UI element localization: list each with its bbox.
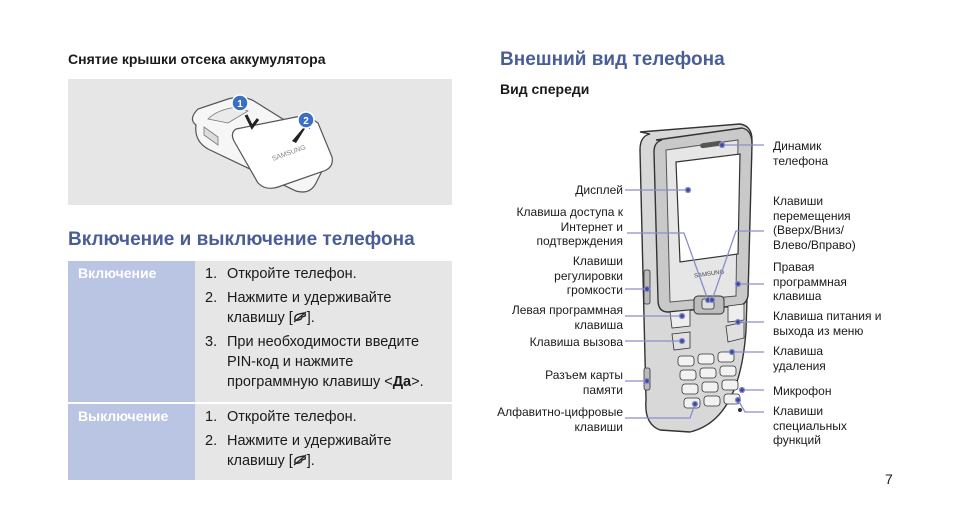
power-on-label: Включение [68,261,195,402]
battery-cover-heading: Снятие крышки отсека аккумулятора [68,51,326,67]
end-key-shape [726,322,744,342]
callout-right-soft-key: Правая программная клавиша [773,260,847,303]
microphone-hole [738,408,742,412]
power-on-step-3: 3. При необходимости введите PIN-код и нажмите программную клавишу <Да>. [205,334,424,390]
callout-special-keys: Клавиши специальных функций [773,404,847,447]
power-off-step-2: 2. Нажмите и удерживайте клавишу [ ]. [205,433,392,469]
callout-microphone: Микрофон [773,384,832,398]
callout-display: Дисплей [575,183,623,197]
step-2-number: 2 [303,116,309,127]
cover-brand-text: SAMSUNG [271,144,307,163]
callout-clear-key: Клавиша удаления [773,344,826,373]
callout-power-key: Клавиша питания и выхода из меню [773,309,882,338]
step-1-number: 1 [237,99,243,110]
callout-left-soft-key: Левая программная клавиша [511,303,623,332]
callout-internet-key: Клавиша доступа к Интернет и подтверждения [516,205,623,248]
power-heading: Включение и выключение телефона [68,229,415,250]
phone-body [640,124,752,432]
callout-card-slot: Разъем карты памяти [545,368,623,397]
left-soft-key-shape [670,310,690,328]
front-view-subheading: Вид спереди [500,81,590,97]
callout-volume-keys: Клавиши регулировки громкости [554,254,623,297]
power-on-step-2: 2. Нажмите и удерживайте клавишу [ ]. [205,290,392,326]
callout-alpha-keys: Алфавитно-цифровые клавиши [497,405,623,434]
power-off-label: Выключение [68,404,195,480]
power-on-step-1: 1. Откройте телефон. [205,266,357,282]
right-soft-key-shape [728,304,744,322]
callout-call-key: Клавиша вызова [529,335,623,349]
phone-brand-label: SAMSUNG [693,269,725,280]
page-number: 7 [885,471,893,487]
callout-speaker: Динамик телефона [773,139,829,168]
phone-overview-heading: Внешний вид телефона [500,49,725,70]
power-off-step-1: 1. Откройте телефон. [205,409,357,425]
callout-nav-keys: Клавиши перемещения (Вверх/Вниз/ Влево/Вправо) [773,194,856,252]
